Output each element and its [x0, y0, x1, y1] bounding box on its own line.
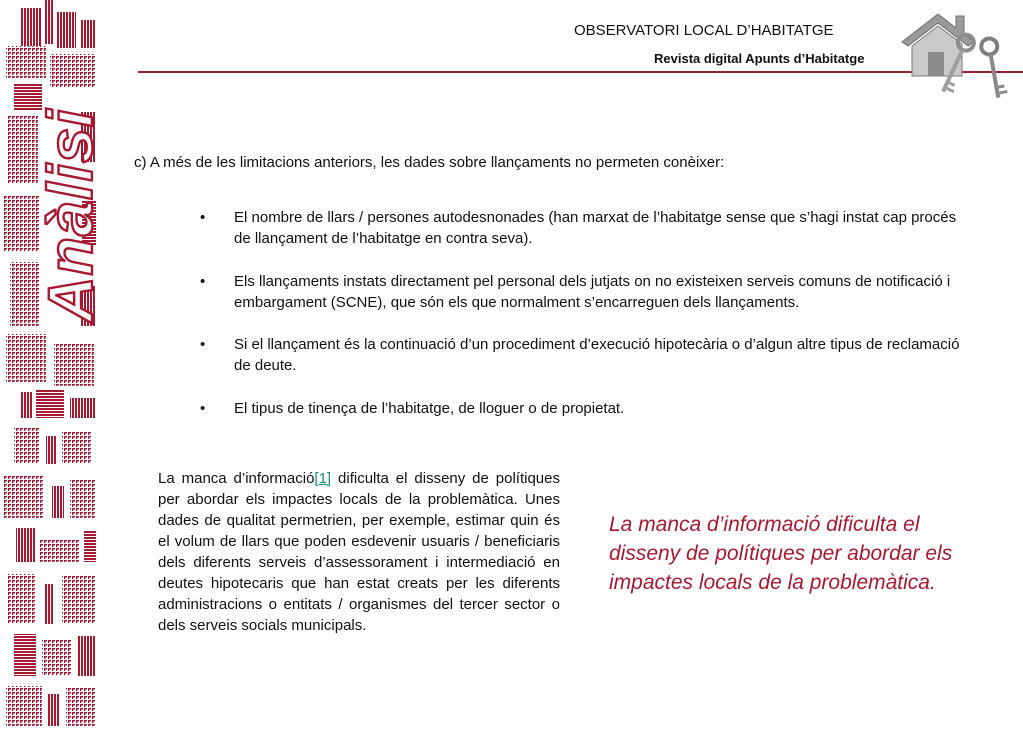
footnote-link[interactable]: [1] — [314, 470, 332, 487]
intro-text: c) A més de les limitacions anteriors, les dades sobre llançaments no permeten conèixer: — [134, 154, 725, 171]
list-item-text: Els llançaments instats directament pel personal dels jutjats on no existeixen serveis comuns de notificació i embargament (SCNE), que són els que normalment s’encarreguen dels llançaments. — [234, 273, 951, 311]
list-item — [200, 334, 970, 376]
pull-quote: La manca d’informació dificulta el disseny de polítiques per abordar els impactes locals de la problemàtica. — [609, 513, 953, 594]
list-item-text: Si el llançament és la continuació d’un procediment d’execució hipotecària o d’algun altre tipus de reclamació de deute. — [234, 336, 960, 374]
list-item — [200, 271, 970, 313]
bullet-icon: • — [200, 209, 206, 226]
limitations-list — [200, 207, 970, 441]
bullet-icon: • — [200, 400, 206, 417]
paragraph-text-rest: dificulta el disseny de polítiques per abordar els impactes locals de la problemàtica. Unes dades de qualitat permetrien, per exemple, estimar quin és el volum de llars que poden esdevenir usuaris / beneficiaris dels diferents serveis d’assessorament i intermediació en deutes hipotecaris que han estat creats per les diferents administracions o entitats / organismes del tercer sector o dels serveis socials municipals. — [158, 470, 560, 634]
list-item — [200, 398, 970, 419]
paragraph-text-start: La manca d’informació — [158, 470, 315, 487]
house-with-keys-icon — [898, 6, 1008, 102]
list-item-text: El nombre de llars / persones autodesnonades (han marxat de l’habitatge sense que s’hagi instat cap procés de llançament de l’habitatge en contra seva). — [234, 209, 957, 247]
header-subtitle: Revista digital Apunts d’Habitatge — [654, 51, 865, 66]
body-paragraph — [158, 468, 560, 636]
bullet-icon: • — [200, 336, 206, 353]
header-divider — [138, 71, 1023, 73]
list-item — [200, 207, 970, 249]
header-title: OBSERVATORI LOCAL D’HABITATGE — [574, 22, 834, 39]
section-title-vertical: Anàlisi — [36, 108, 106, 322]
bullet-icon: • — [200, 273, 206, 290]
list-item-text: El tipus de tinença de l’habitatge, de lloguer o de propietat. — [234, 400, 625, 417]
